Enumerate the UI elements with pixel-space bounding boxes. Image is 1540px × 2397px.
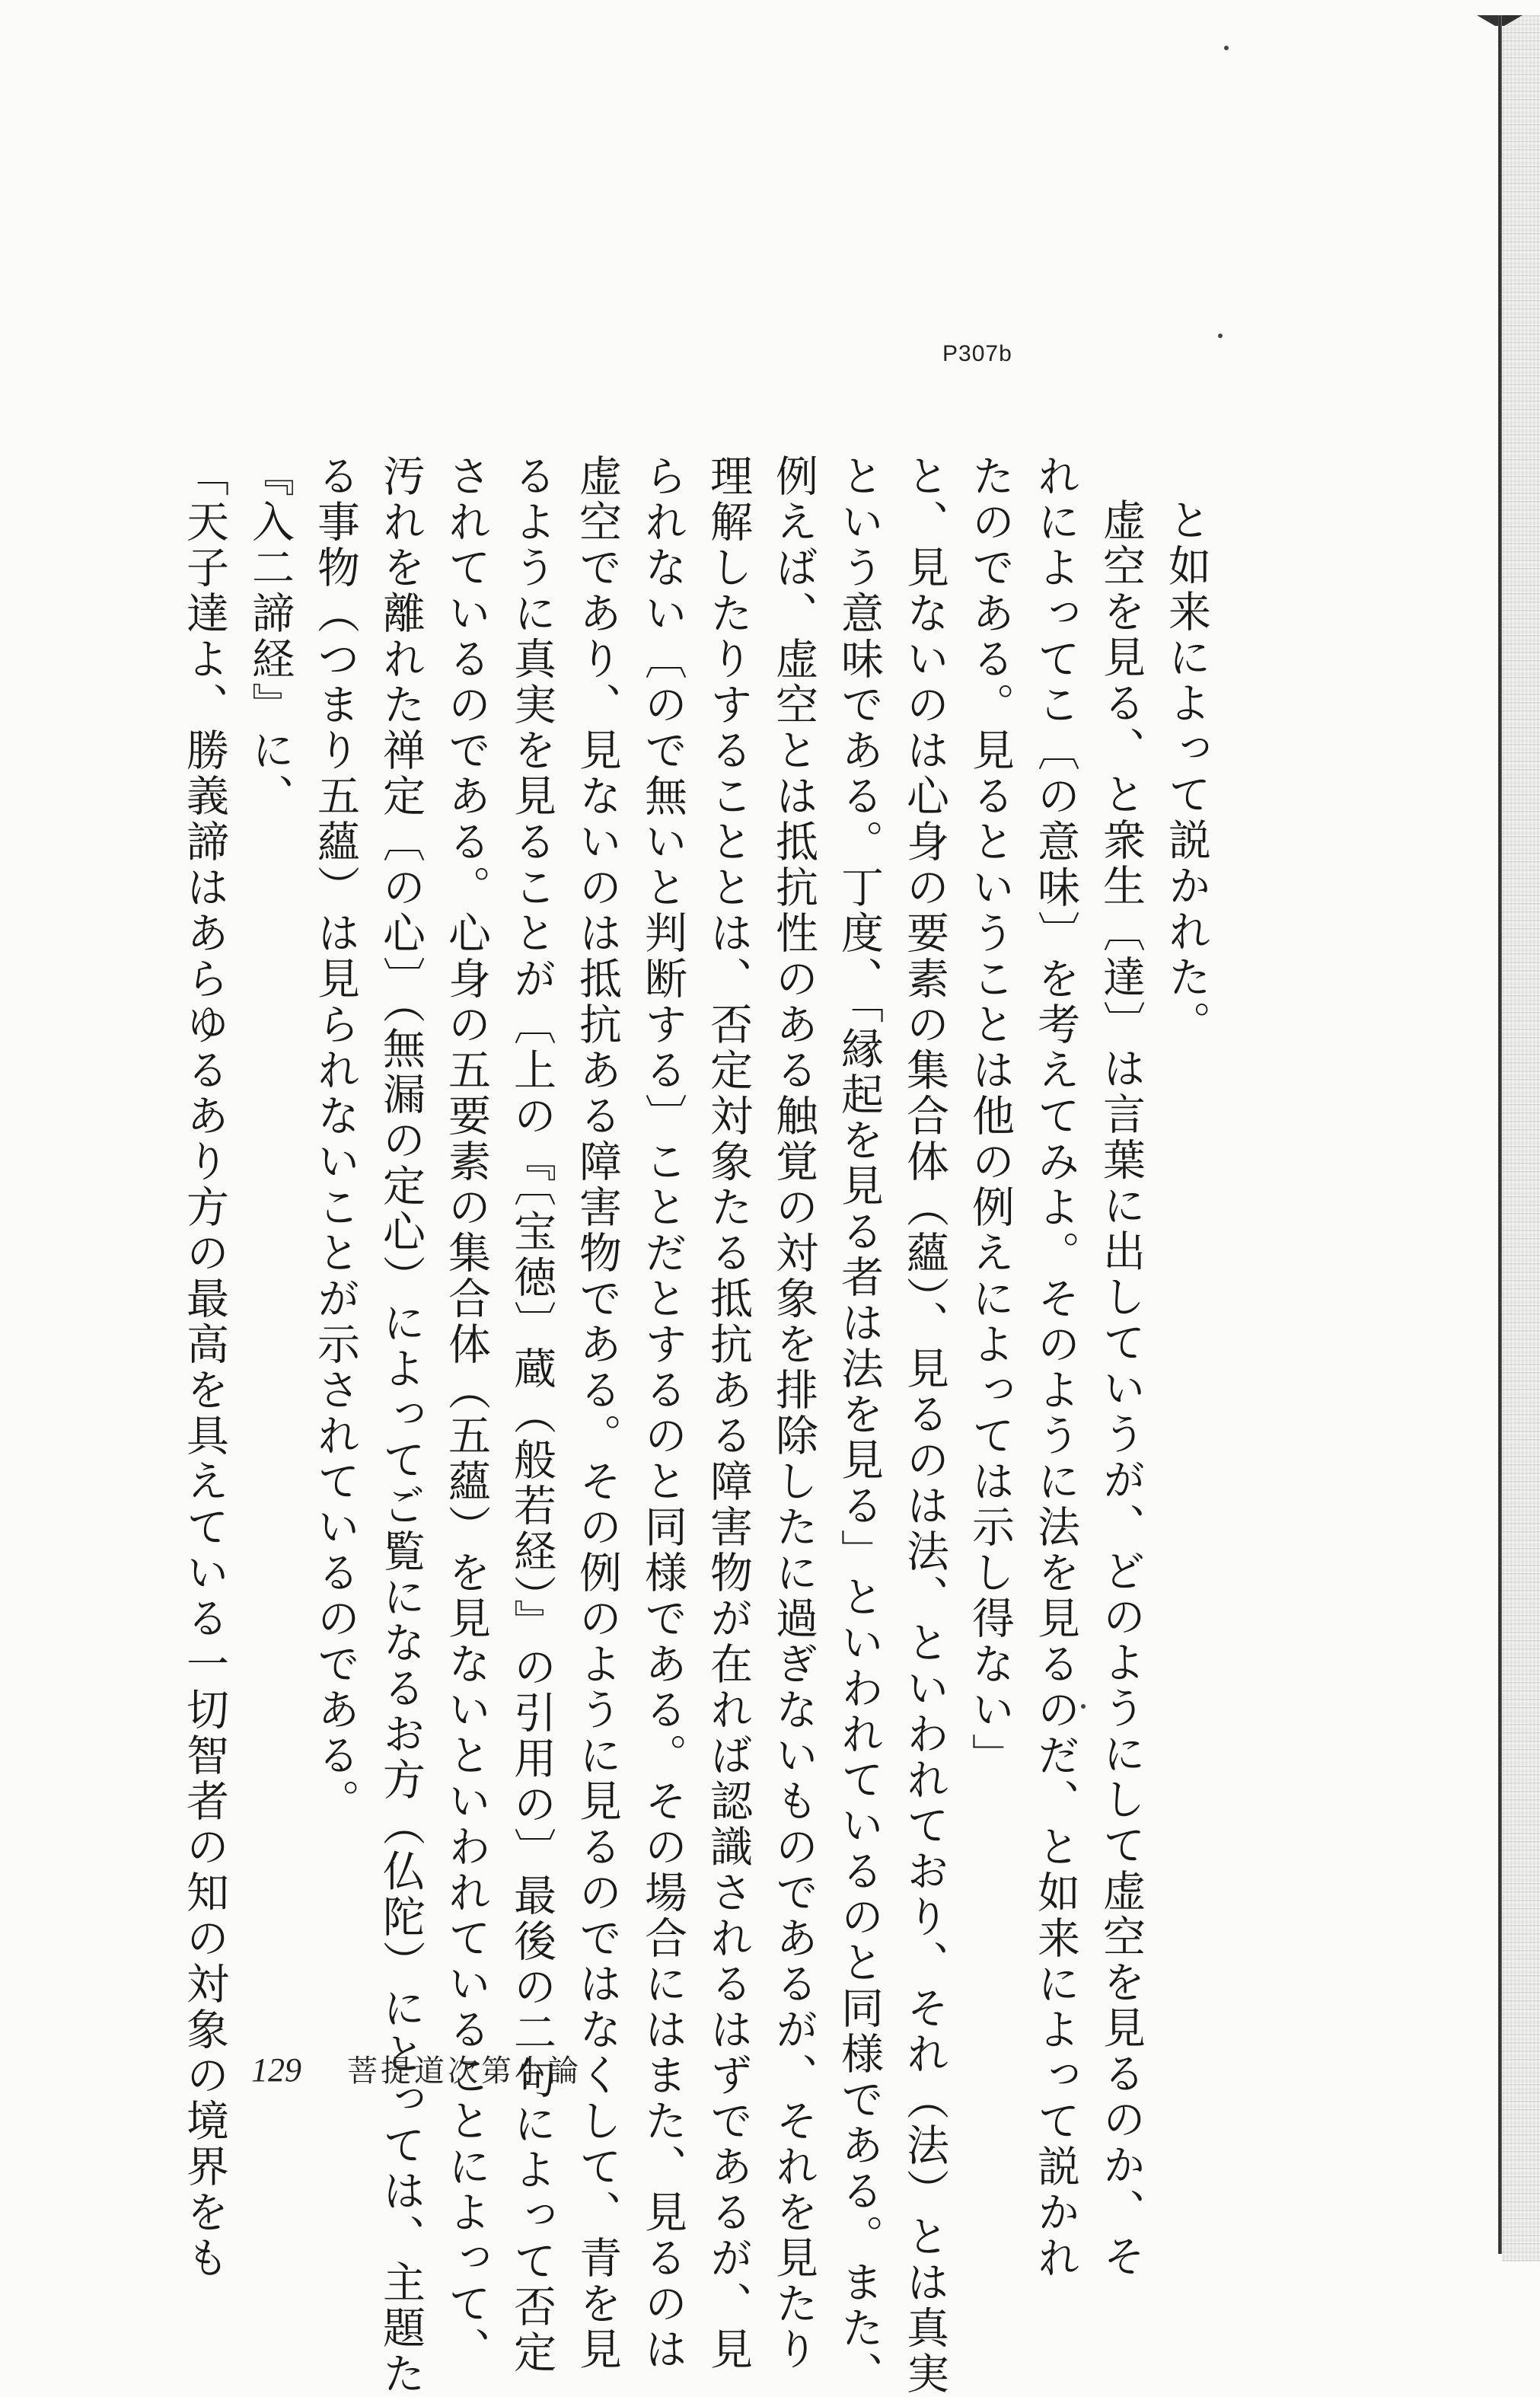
- page-footer: [251, 2047, 582, 2090]
- text-line: 「天子達よ、勝義諦はあらゆるあり方の最高を具えている一切智者の知の対象の境界をも: [180, 454, 229, 2281]
- scan-speck: [1218, 334, 1223, 338]
- text-line: るように真実を見ることが〔上の『〔宝徳〕蔵（般若経）』の引用の〕最後の二句によって否定: [507, 454, 556, 2376]
- text-line: 虚空を見る、と衆生〔達〕は言葉に出していうが、どのようにして虚空を見るのか、そ: [1096, 498, 1146, 2280]
- text-line: 汚れを離れた禅定〔の心〕（無漏の定心）によってご覧になるお方（仏陀）にとっては、主題た: [376, 454, 426, 2397]
- running-title: 菩提道次第小論: [347, 2054, 582, 2089]
- text-line: 虚空であり、見ないのは抵抗ある障害物である。その例のように見るのではなくして、青を見: [572, 454, 622, 2373]
- text-line: という意味である。丁度、「縁起を見る者は法を見る」といわれているのと同様である。また、: [834, 454, 884, 2397]
- text-line: る事物（つまり五蘊）は見られないことが示されているのである。: [311, 454, 360, 1824]
- page-number: 129: [251, 2051, 301, 2089]
- text-line: たのである。見るということは他の例えによっては示し得ない」: [965, 454, 1015, 1779]
- text-line: 理解したりすることとは、否定対象たる抵抗ある障害物が在れば認識されるはずであるが、見: [703, 454, 753, 2373]
- text-line: れによってこ〔の意味〕を考えてみよ。そのように法を見るのだ、と如来によって説かれ: [1031, 454, 1080, 2281]
- text-line: 『入二諦経』に、: [245, 454, 295, 819]
- scan-edge-noise: [1502, 15, 1540, 2261]
- text-line: と如来によって説かれた。: [1162, 498, 1211, 1046]
- scan-speck: [1081, 1704, 1086, 1709]
- text-line: と、見ないのは心身の要素の集合体（蘊）、見るのは法、といわれており、それ（法）とは真実: [900, 454, 949, 2397]
- text-line: されているのである。心身の五要素の集合体（五蘊）を見ないといわれていることによって、: [442, 454, 491, 2373]
- scan-speck: [1224, 46, 1229, 50]
- margin-page-reference: P307b: [942, 341, 1012, 366]
- text-line: 例えば、虚空とは抵抗性のある触覚の対象を排除したに過ぎないものであるが、それを見たり: [769, 454, 818, 2373]
- text-line: られない〔ので無いと判断する〕ことだとするのと同様である。その場合にはまた、見るのは: [638, 454, 687, 2373]
